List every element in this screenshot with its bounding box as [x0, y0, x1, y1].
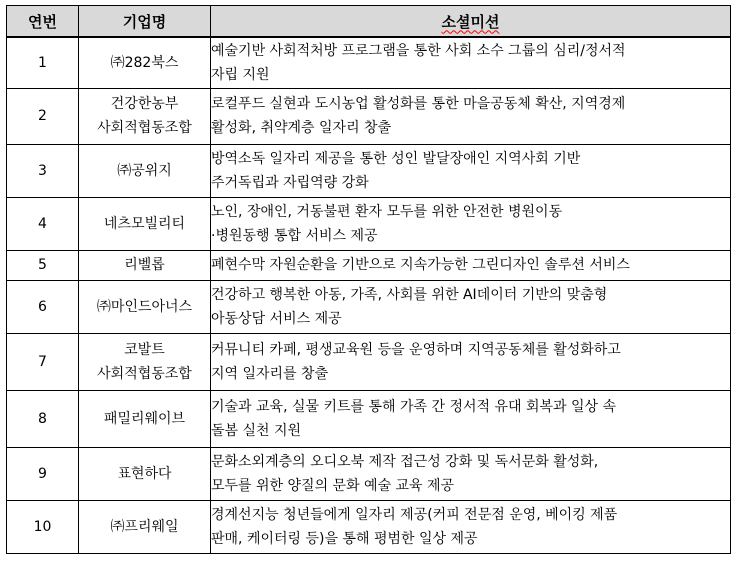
social-mission-line: 아동상담 서비스 제공: [211, 310, 342, 327]
row-number: 7: [7, 333, 79, 390]
social-mission-line: 자립 지원: [211, 66, 270, 83]
header-company: 기업명: [79, 6, 211, 38]
social-mission: [211, 280, 731, 333]
company-name: [79, 37, 211, 88]
table-row: [7, 390, 731, 447]
social-mission-line: 방역소독 일자리 제공을 통한 성인 발달장애인 지역사회 기반: [211, 150, 581, 167]
company-name-line: 사회적협동조합: [97, 120, 192, 136]
company-name-line: 리벨롭: [124, 257, 165, 273]
company-name-line: 패밀리웨이브: [103, 410, 186, 427]
company-name: [79, 144, 211, 197]
social-mission: [211, 333, 731, 390]
social-mission-line: 돌봄 실천 지원: [211, 422, 302, 439]
social-mission-line: ·병원동행 통합 서비스 제공: [211, 227, 378, 244]
company-name: [79, 333, 211, 390]
social-mission-line: 지역 일자리를 창출: [211, 365, 329, 382]
row-number: 1: [7, 37, 79, 88]
social-mission-line: 판매, 케이터링 등)을 통해 평범한 일상 제공: [211, 530, 478, 547]
table-row: [7, 500, 731, 553]
row-number: 4: [7, 197, 79, 250]
row-number: 2: [7, 88, 79, 144]
row-number: 8: [7, 390, 79, 447]
company-name-line: 표현하다: [117, 465, 172, 482]
table-row: [7, 280, 731, 333]
header-no: 연번: [7, 6, 79, 38]
row-number: 5: [7, 250, 79, 280]
social-mission-line: 예술기반 사회적처방 프로그램을 통한 사회 소수 그룹의 심리/정서적: [211, 42, 626, 59]
social-mission-line: 커뮤니티 카페, 평생교육원 등을 운영하며 지역공동체를 활성화하고: [211, 341, 621, 358]
social-mission-line: 건강하고 행복한 아동, 가족, 사회를 위한 AI데이터 기반의 맞춤형: [211, 286, 608, 303]
social-mission: [211, 390, 731, 447]
social-mission-line: 주거독립과 자립역량 강화: [211, 174, 369, 191]
company-name: [79, 250, 211, 280]
social-mission: [211, 197, 731, 250]
header-mission: [211, 6, 731, 38]
social-mission: [211, 88, 731, 144]
table-row: [7, 250, 731, 280]
row-number: 9: [7, 447, 79, 500]
social-mission: [211, 37, 731, 88]
social-mission-line: 경계선지능 청년들에게 일자리 제공(커피 전문점 운영, 베이킹 제품: [211, 506, 618, 523]
table-row: [7, 197, 731, 250]
social-mission-table-container: [6, 5, 731, 554]
company-name-line: 코발트: [124, 341, 165, 358]
row-number: 6: [7, 280, 79, 333]
table-row: [7, 144, 731, 197]
social-mission: [211, 250, 731, 280]
company-name: [79, 390, 211, 447]
social-mission: [211, 447, 731, 500]
company-name: [79, 197, 211, 250]
company-name-line: 사회적협동조합: [97, 365, 192, 382]
table-row: [7, 88, 731, 144]
social-mission-line: 기술과 교육, 실물 키트를 통해 가족 간 정서적 유대 회복과 일상 속: [211, 398, 617, 415]
social-mission-line: 활성화, 취약계층 일자리 창출: [211, 120, 392, 136]
table-row: [7, 333, 731, 390]
table-body: [7, 37, 731, 553]
social-mission-table: [6, 5, 731, 554]
social-mission-line: 폐현수막 자원순환을 기반으로 지속가능한 그린디자인 솔루션 서비스: [211, 257, 630, 273]
company-name-line: ㈜282북스: [110, 54, 179, 71]
company-name-line: ㈜마인드아너스: [96, 298, 193, 315]
table-row: [7, 37, 731, 88]
social-mission: [211, 500, 731, 553]
company-name-line: 네츠모빌리티: [103, 215, 186, 232]
row-number: 10: [7, 500, 79, 553]
social-mission-line: 모두를 위한 양질의 문화 예술 교육 제공: [211, 477, 455, 494]
table-row: [7, 447, 731, 500]
social-mission-line: 로컬푸드 실현과 도시농업 활성화를 통한 마을공동체 확산, 지역경제: [211, 96, 626, 112]
social-mission: [211, 144, 731, 197]
row-number: 3: [7, 144, 79, 197]
company-name-line: ㈜공위지: [117, 162, 172, 179]
social-mission-line: 문화소외계층의 오디오북 제작 접근성 강화 및 독서문화 활성화,: [211, 453, 599, 470]
company-name: [79, 88, 211, 144]
company-name-line: ㈜프리웨일: [110, 518, 179, 535]
company-name: [79, 500, 211, 553]
social-mission-line: 노인, 장애인, 거동불편 환자 모두를 위한 안전한 병원이동: [211, 203, 563, 220]
company-name: [79, 280, 211, 333]
table-header-row: [7, 6, 731, 38]
header-mission-text: 소셜미션: [441, 12, 500, 31]
company-name-line: 건강한농부: [110, 96, 179, 112]
company-name: [79, 447, 211, 500]
